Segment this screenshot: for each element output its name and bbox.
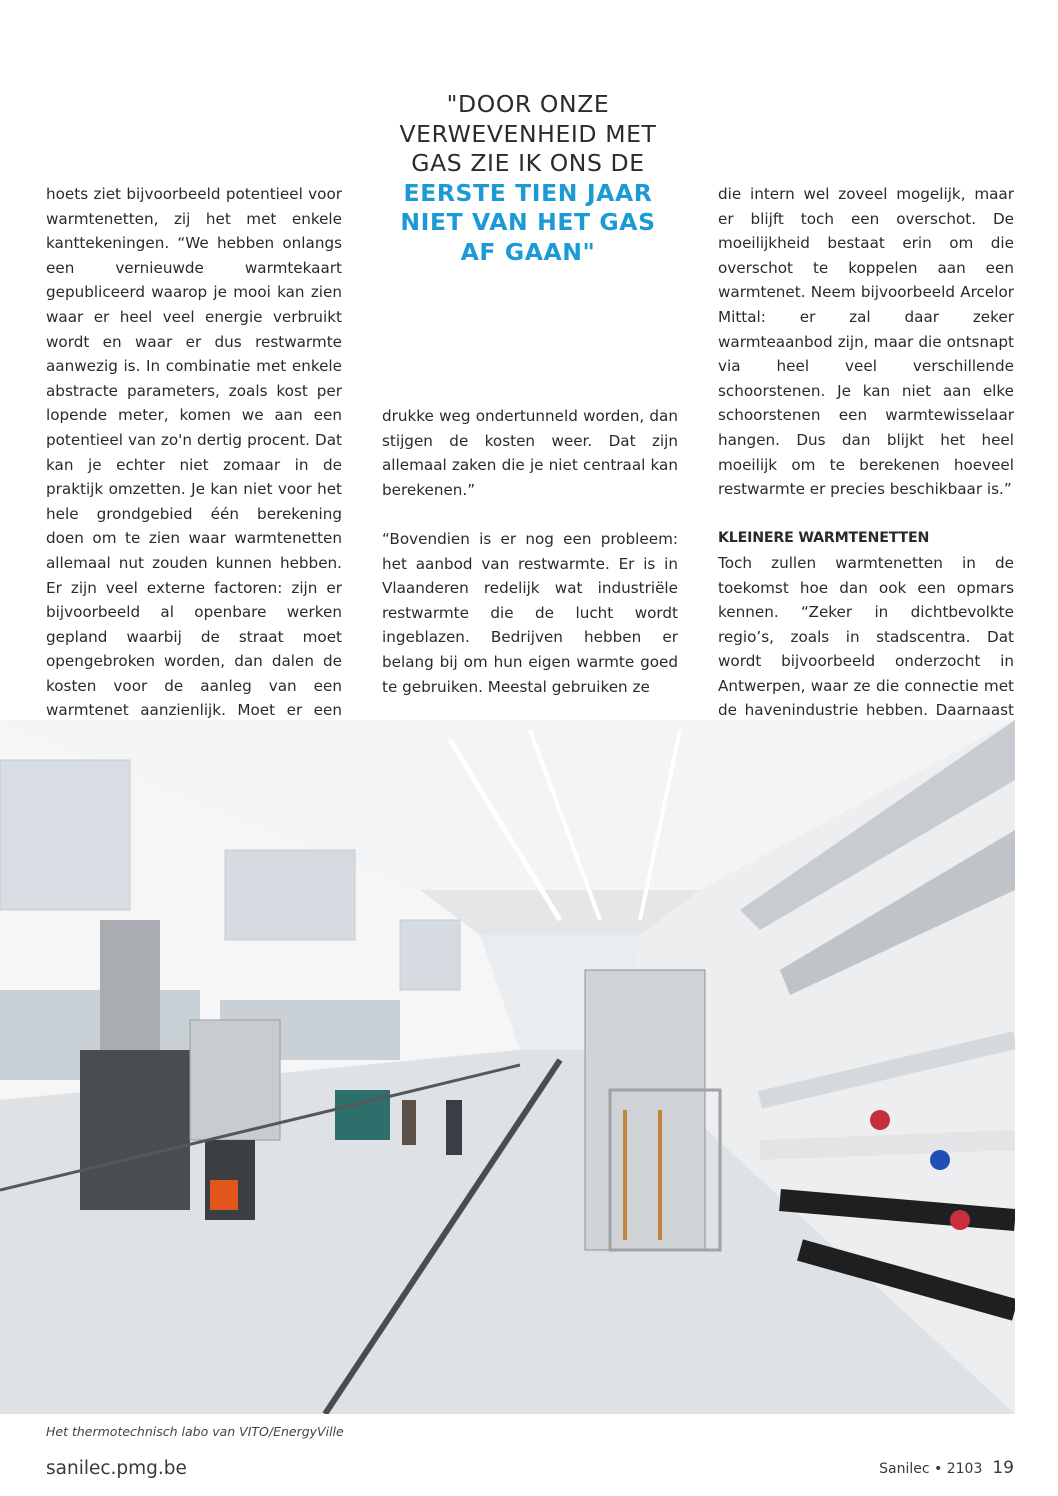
body-paragraph: “Bovendien is er nog een probleem: het aanbod van restwarmte. Er is in Vlaanderen redelijk wat industriële restwarmte die de lucht wordt ingeblazen. Bedrijven hebben er belang bij om hun eigen warmte goed te gebruiken. Meestal gebruiken ze [382,529,678,696]
pull-quote-highlight: EERSTE TIEN JAAR [403,178,653,207]
footer-issue [879,1458,1014,1478]
section-subheading: KLEINERE WARMTENETTEN [718,530,930,547]
pull-quote [378,90,678,267]
body-paragraph: die intern wel zoveel mogelijk, maar er blijft toch een overschot. De moeilijkheid bestaat erin om die overschot te koppelen aan een warmtenet. Neem bijvoorbeeld Arcelor Mittal: er zal daar zeker warmteaanbod zijn, maar die ontsnapt via heel veel verschillende schoorstenen. Je kan niet aan elke schoorstenen een warmtewisselaar hangen. Dus dan blijkt het heel moeilijk om te berekenen hoeveel restwarmte er precies beschikbaar is.” [718,185,1014,499]
article-column-2 [382,404,678,699]
pull-quote-highlight: AF GAAN" [460,237,596,266]
body-paragraph: drukke weg ondertunneld worden, dan stijgen de kosten weer. Dat zijn allemaal zaken die je niet centraal kan berekenen.” [382,407,678,499]
pull-quote-line: VERWEVENHEID MET [399,119,657,148]
footer-site-url: sanilec.pmg.be [46,1458,187,1479]
page-number: 19 [992,1458,1014,1478]
photo-caption: Het thermotechnisch labo van VITO/EnergyVille [46,1424,344,1439]
pull-quote-highlight: NIET VAN HET GAS [400,208,656,236]
pull-quote-line: GAS ZIE IK ONS DE [411,149,645,177]
issue-label: Sanilec • 2103 [879,1461,983,1477]
article-column-1 [46,182,342,748]
body-paragraph: Toch zullen warmtenetten in de toekomst hoe dan ook een opmars kennen. “Zeker in dichtbevolkte regio’s, zoals in stadscentra. Dat wordt bijvoorbeeld onderzocht in Antwerpen, waar ze die connectie met de havenindustrie hebben. Daarnaast [718,553,1014,720]
body-paragraph: hoets ziet bijvoorbeeld potentieel voor warmtenetten, zij het met enkele kanttekeningen. “We hebben onlangs een vernieuwde warmtekaart gepubliceerd waarop je mooi kan zien waar er heel veel energie verbruikt wordt en waar er dus restwarmte aanwezig is. In combinatie met enkele abstracte parameters, zoals kost per lopende meter, komen we aan een potentieel van zo'n dertig procent. Dat kan je echter niet zomaar in de praktijk omzetten. Je kan niet voor het hele grondgebied één berekening doen om te zien waar warmtenetten allemaal nut zouden kunnen hebben. Er zijn veel externe factoren: zijn er bijvoorbeeld al openbare werken gepland waarbij de straat moet opengebroken worden, dan dalen de kosten voor de aanleg van een warmtenet aanzienlijk. Moet er een [46,185,342,720]
lab-photo [0,720,1015,1414]
pull-quote-line: "DOOR ONZE [446,90,610,118]
article-column-3 [718,182,1014,772]
